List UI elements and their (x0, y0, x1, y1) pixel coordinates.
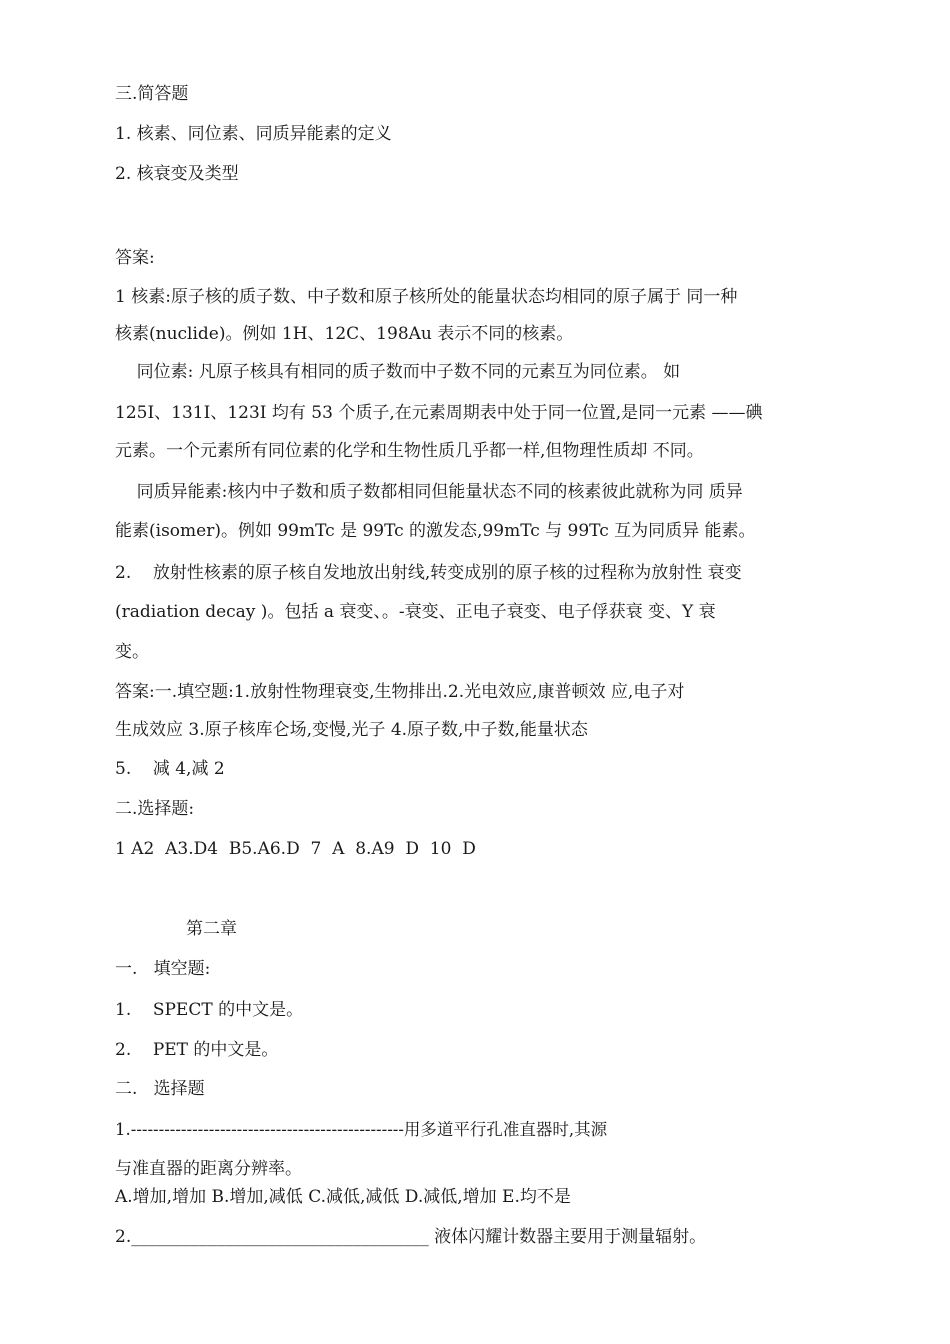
question-1: 1. 核素、同位素、同质异能素的定义 (115, 124, 392, 144)
answer-label: 答案: (115, 248, 155, 268)
choice-line: 2.___________________________________ 液体闪耀计数器主要用于测量辐射。 (115, 1227, 707, 1247)
chapter-title: 第二章 (186, 919, 237, 939)
fill-item: 2. PET 的中文是。 (115, 1040, 279, 1060)
section-title: 三.简答题 (115, 84, 189, 104)
answer-line: (radiation decay )。包括 a 衰变、。-衰变、正电子衰变、电子俘获衰 变、Y 衰 (115, 602, 716, 622)
fill-heading: 一. 填空题: (115, 959, 211, 979)
answer-line: 元素。一个元素所有同位素的化学和生物性质几乎都一样,但物理性质却 不同。 (115, 441, 704, 461)
answer-line: 变。 (115, 642, 149, 662)
answer-line: 能素(isomer)。例如 99mTc 是 99Tc 的激发态,99mTc 与 99Tc 互为同质异 能素。 (115, 521, 756, 541)
answer-line: 二.选择题: (115, 799, 195, 819)
choice-line: 1.-------------------------------------------------用多道平行孔准直器时,其源 (115, 1120, 608, 1139)
answer-line: 2. 放射性核素的原子核自发地放出射线,转变成别的原子核的过程称为放射性 衰变 (115, 563, 742, 583)
answer-line: 同质异能素:核内中子数和质子数都相同但能量状态不同的核素彼此就称为同 质异 (115, 482, 743, 502)
answer-line: 答案:一.填空题:1.放射性物理衰变,生物排出.2.光电效应,康普顿效 应,电子对 (115, 682, 685, 702)
answer-line: 1 核素:原子核的质子数、中子数和原子核所处的能量状态均相同的原子属于 同一种 (115, 287, 738, 307)
question-2: 2. 核衰变及类型 (115, 164, 239, 184)
choice-options: A.增加,增加 B.增加,减低 C.减低,减低 D.减低,增加 E.均不是 (115, 1187, 571, 1207)
answer-line: 5. 减 4,减 2 (115, 759, 225, 779)
fill-item: 1. SPECT 的中文是。 (115, 1000, 304, 1020)
answer-line: 核素(nuclide)。例如 1H、12C、198Au 表示不同的核素。 (115, 324, 574, 344)
answer-line: 同位素: 凡原子核具有相同的质子数而中子数不同的元素互为同位素。 如 (115, 362, 681, 382)
answer-line: 125I、131I、123I 均有 53 个质子,在元素周期表中处于同一位置,是同一元素 ——碘 (115, 403, 763, 423)
choice-heading: 二. 选择题 (115, 1079, 205, 1099)
answer-line: 生成效应 3.原子核库仑场,变慢,光子 4.原子数,中子数,能量状态 (115, 720, 588, 740)
choice-line: 与准直器的距离分辨率。 (115, 1159, 302, 1179)
answer-line: 1 A2 A3.D4 B5.A6.D 7 A 8.A9 D 10 D (115, 839, 476, 859)
